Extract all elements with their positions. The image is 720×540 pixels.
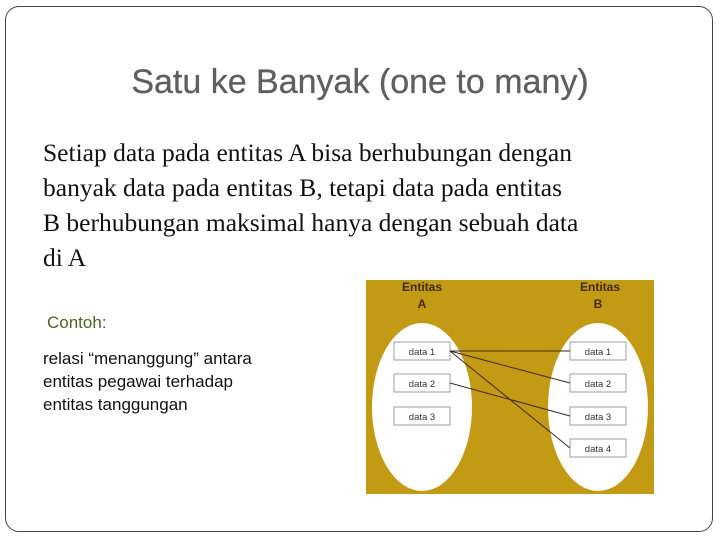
example-label: Contoh:	[47, 313, 107, 332]
entity-a-item	[394, 342, 450, 360]
entity-b-item	[570, 407, 626, 425]
entity-b-item-label: data 3	[584, 412, 612, 423]
entity-a-item-label: data 1	[408, 347, 436, 358]
entity-a-item	[394, 407, 450, 425]
body-line: B berhubungan maksimal hanya dengan sebuah data	[43, 208, 579, 237]
example-description	[43, 347, 343, 416]
entity-b-item	[570, 374, 626, 392]
entity-b-item	[570, 342, 626, 360]
entity-a-header: Entitas	[401, 280, 443, 294]
entity-b-item-label: data 1	[584, 347, 612, 358]
entity-b-item	[570, 439, 626, 457]
body-line: banyak data pada entitas B, tetapi data pada entitas	[43, 173, 563, 202]
example-line: entitas pegawai terhadap	[43, 372, 233, 391]
one-to-many-diagram	[366, 280, 654, 494]
example-line: relasi “menanggung” antara	[43, 349, 252, 368]
slide-title: Satu ke Banyak (one to many)	[131, 63, 589, 101]
entity-b-item-label: data 2	[584, 379, 612, 390]
entity-b-item-label: data 4	[584, 444, 612, 455]
entity-a-item	[394, 374, 450, 392]
example-line: entitas tanggungan	[43, 395, 188, 414]
body-line: Setiap data pada entitas A bisa berhubungan dengan	[43, 138, 572, 167]
entity-a-item-label: data 3	[408, 412, 436, 423]
entity-a-letter: A	[417, 297, 427, 311]
entity-a-item-label: data 2	[408, 379, 436, 390]
diagram-canvas	[366, 280, 654, 494]
entity-b-letter: B	[593, 297, 603, 311]
body-paragraph	[43, 135, 683, 275]
entity-b-header: Entitas	[579, 280, 621, 294]
body-line: di A	[43, 243, 87, 272]
